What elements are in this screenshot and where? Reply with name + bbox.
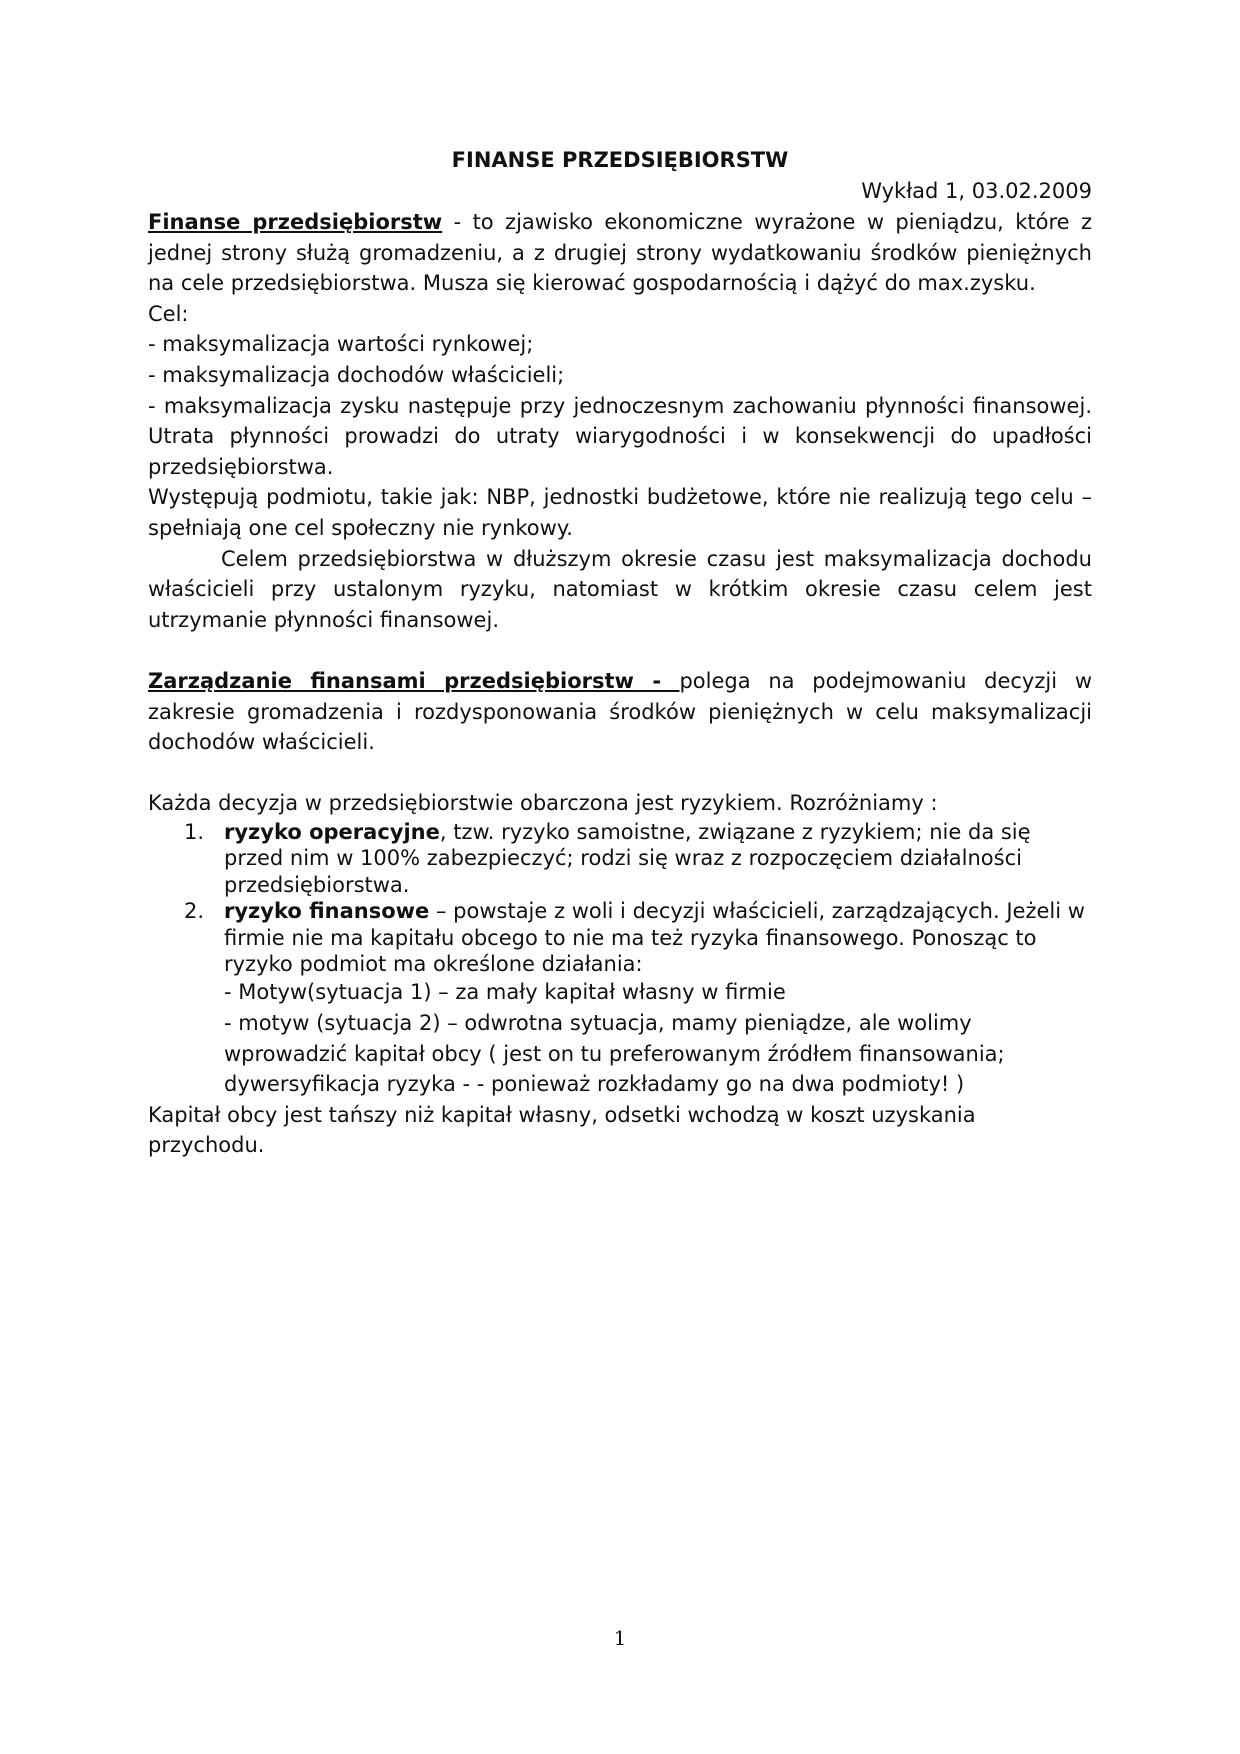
definition-text: - to zjawisko ekonomiczne wyrażone w pieniądzu, które z jednej strony służą gromadzeniu, a z drugiej strony wydatkowaniu środków pieniężnych na cele przedsiębiorstwa. Musza się kierować gospodarnością i dążyć do max.zysku. xyxy=(148,210,1093,296)
motive-item: - Motyw(sytuacja 1) – za mały kapitał własny w firmie xyxy=(224,980,786,1005)
conclusion: Kapitał obcy jest tańszy niż kapitał własny, odsetki wchodzą w koszt uzyskania przychodu. xyxy=(148,1102,976,1158)
document-body xyxy=(148,207,1092,1161)
entities-note: Występują podmiotu, takie jak: NBP, jednostki budżetowe, które nie realizują tego celu – spełniają one cel społeczny nie rynkowy. xyxy=(148,485,1092,540)
risk-name: ryzyko finansowe xyxy=(224,899,430,924)
goal-item: - maksymalizacja zysku następuje przy jednoczesnym zachowaniu płynności finansowej. Utrata płynności prowadzi do utraty wiarygodności i w konsekwencji do upadłości przedsiębiorstwa. xyxy=(148,393,1092,479)
term-dash: - xyxy=(633,668,680,693)
risk-number: 2. xyxy=(184,899,205,924)
page-number: 1 xyxy=(613,1626,627,1650)
risk-list xyxy=(148,819,1092,1100)
paragraph-gap xyxy=(148,758,1092,789)
risk-item xyxy=(184,898,1092,1100)
paragraph-gap xyxy=(148,635,1092,666)
document-title: FINANSE PRZEDSIĘBIORSTW xyxy=(451,148,789,172)
motive-item: - motyw (sytuacja 2) – odwrotna sytuacja, mamy pieniądze, ale wolimy wprowadzić kapitał obcy ( jest on tu preferowanym źródłem finansowania; dywersyfikacja ryzyka - - ponieważ rozkładamy go na dwa podmioty! ) xyxy=(224,1010,1005,1097)
risk-name: ryzyko operacyjne xyxy=(224,819,440,844)
management-definition: polega na podejmowaniu decyzji w zakresie gromadzenia i rozdysponowania środków pieniężnych w celu maksymalizacji dochodów właścicieli. xyxy=(148,668,1092,755)
risk-description: – powstaje z woli i decyzji właścicieli, zarządzających. Jeżeli w firmie nie ma kapitału obcego to nie ma też ryzyka finansowego. Ponosząc to ryzyko podmiot ma określone działania: xyxy=(224,899,1085,976)
definition-paragraph xyxy=(148,207,1092,299)
risk-intro: Każda decyzja w przedsiębiorstwie obarczona jest ryzykiem. Rozróżniamy : xyxy=(148,791,938,816)
document-page xyxy=(148,0,1092,1754)
risk-item xyxy=(184,819,1092,898)
goal-paragraph: Celem przedsiębiorstwa w dłuższym okresie czasu jest maksymalizacja dochodu właścicieli przy ustalonym ryzyku, natomiast w krótkim okresie czasu celem jest utrzymanie płynności finansowej. xyxy=(148,546,1092,632)
lecture-date: Wykład 1, 03.02.2009 xyxy=(861,179,1092,203)
term-zarzadzanie-finansami: Zarządzanie finansami przedsiębiorstw xyxy=(148,668,634,693)
goal-label: Cel: xyxy=(148,301,189,326)
goal-item: - maksymalizacja dochodów właścicieli; xyxy=(148,362,565,387)
management-paragraph xyxy=(148,666,1092,758)
risk-number: 1. xyxy=(184,819,205,844)
risk-description: , tzw. ryzyko samoistne, związane z ryzykiem; nie da się przed nim w 100% zabezpieczyć; rodzi się wraz z rozpoczęciem działalności przedsiębiorstwa. xyxy=(224,819,1031,897)
goal-item: - maksymalizacja wartości rynkowej; xyxy=(148,332,534,357)
term-finanse-przedsiebiorstw: Finanse przedsiębiorstw xyxy=(148,210,443,234)
